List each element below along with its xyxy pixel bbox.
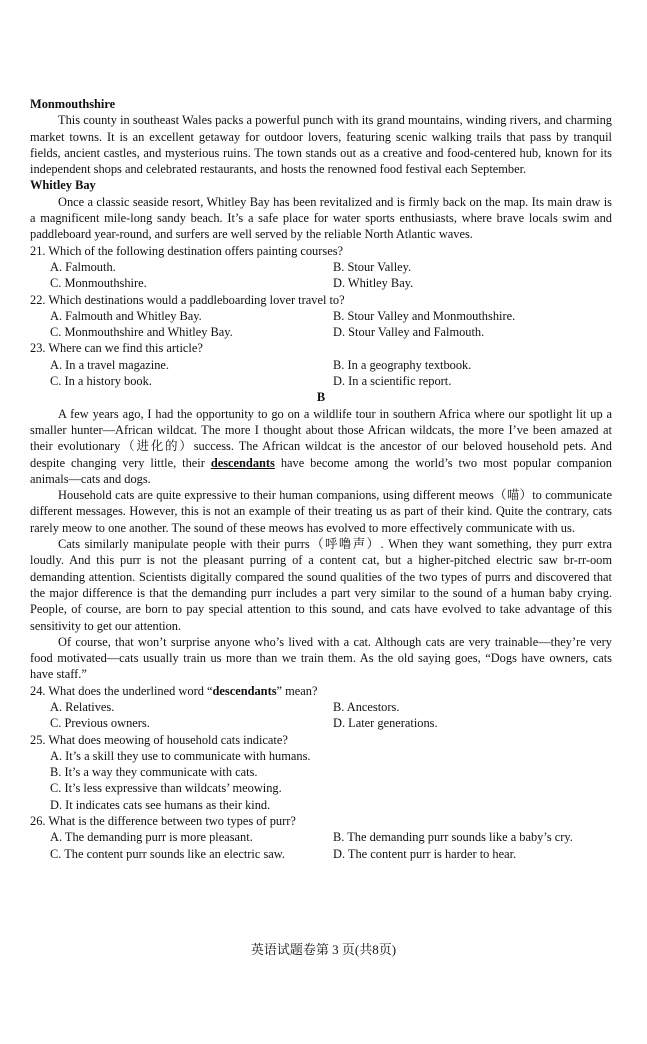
option-d: D. In a scientific report. bbox=[333, 374, 452, 389]
option-a: A. In a travel magazine. bbox=[50, 357, 170, 372]
option-d: D. Whitley Bay. bbox=[333, 276, 414, 291]
question-stem: 21. Which of the following destination offers painting courses? bbox=[30, 243, 344, 258]
options bbox=[30, 829, 612, 862]
question-stem bbox=[30, 683, 612, 699]
option-b: B. Ancestors. bbox=[333, 699, 400, 714]
option-a: A. Falmouth. bbox=[50, 259, 116, 274]
passage-b-paragraph-4: Of course, that won’t surprise anyone who’s lived with a cat. Although cats are very trainable—they’re very food motivated—cats usually train us more than we train them. As the old saying goes, “Dogs have owners, cats have staff.” bbox=[30, 634, 612, 682]
exam-page bbox=[30, 96, 612, 862]
option-b: B. Stour Valley. bbox=[333, 259, 412, 274]
stem-after: ” mean? bbox=[276, 683, 318, 698]
option-c: C. In a history book. bbox=[50, 374, 152, 389]
question-22 bbox=[30, 292, 612, 341]
option-a: A. It’s a skill they use to communicate with humans. bbox=[50, 748, 311, 763]
whitley-bay-heading: Whitley Bay bbox=[30, 178, 96, 193]
option-c: C. Monmouthshire. bbox=[50, 276, 147, 291]
option-b: B. It’s a way they communicate with cats. bbox=[50, 765, 258, 780]
option-c: C. The content purr sounds like an electric saw. bbox=[50, 846, 286, 861]
monmouthshire-paragraph: This county in southeast Wales packs a powerful punch with its grand mountains, winding rivers, and charming market towns. It is an excellent getaway for outdoor lovers, featuring scenic walking trails that pass by tranquil fields, ancient castles, and mysterious ruins. The town stands out as a creative and food-centered hub, known for its independent shops and celebrated restaurants, and hosts the renowned food festival each September. bbox=[30, 113, 612, 177]
section-b-label: B bbox=[316, 390, 326, 405]
passage-b-paragraph-1 bbox=[30, 406, 612, 487]
question-stem: 26. What is the difference between two types of purr? bbox=[30, 814, 296, 829]
question-26 bbox=[30, 813, 612, 862]
options bbox=[30, 308, 612, 341]
question-25 bbox=[30, 732, 612, 813]
underlined-keyword: descendants bbox=[210, 455, 275, 470]
option-b: B. Stour Valley and Monmouthshire. bbox=[333, 308, 516, 323]
p1-text-before: A few years ago, I had the opportunity to go on a wildlife tour in southern Africa where our spotlight lit up a smaller hunter—African wildcat. The more I thought about those African wildcats, the more I’ve been amazed at their evolutionary（进化的）success. The African wildcat is the ancestor of our beloved household pets. And despite changing very little, their bbox=[30, 406, 612, 470]
option-d: D. Later generations. bbox=[333, 716, 438, 731]
passage-b-paragraph-3: Cats similarly manipulate people with their purrs（呼噜声）. When they want something, they purr extra loudly. And this purr is not the pleasant purring of a content cat, but a higher-pitched electric saw br-rr-oom demanding attention. Scientists digitally compared the sound qualities of the two types of purrs and discovered that the major difference is that the demanding purr includes a part very similar to the sound of a human baby crying. People, of course, are born to pay special attention to this sound, and cats have evolved to take advantage of this sensitivity to get our attention. bbox=[30, 537, 612, 633]
option-b: B. The demanding purr sounds like a baby’s cry. bbox=[333, 830, 573, 845]
question-stem: 25. What does meowing of household cats indicate? bbox=[30, 732, 288, 747]
options bbox=[30, 748, 612, 813]
stem-keyword: descendants bbox=[212, 683, 277, 698]
option-a: A. Falmouth and Whitley Bay. bbox=[50, 308, 202, 323]
p1-text-after: have become among the world’s two most popular companion animals—cats and dogs. bbox=[30, 455, 612, 486]
question-24 bbox=[30, 683, 612, 732]
option-d: D. It indicates cats see humans as their kind. bbox=[50, 797, 271, 812]
option-c: C. Previous owners. bbox=[50, 716, 150, 731]
options bbox=[30, 699, 612, 732]
option-d: D. Stour Valley and Falmouth. bbox=[333, 325, 485, 340]
option-c: C. Monmouthshire and Whitley Bay. bbox=[50, 325, 233, 340]
option-a: A. The demanding purr is more pleasant. bbox=[50, 830, 253, 845]
option-c: C. It’s less expressive than wildcats’ meowing. bbox=[50, 781, 282, 796]
whitley-bay-paragraph: Once a classic seaside resort, Whitley Bay has been revitalized and is firmly back on the map. Its main draw is a magnificent mile-long sandy beach. It’s a safe place for water sports enthusiasts, where brave locals swim and paddleboard year-round, and surfers are well served by the reliable North Atlantic waves. bbox=[30, 194, 612, 242]
monmouthshire-heading: Monmouthshire bbox=[30, 97, 116, 111]
passage-b-paragraph-2: Household cats are quite expressive to their human companions, using different meows（喵）to communicate different messages. However, this is not an example of their treating us as part of their kind. Quite the contrary, cats rarely meow to one another. The sound of these meows has evolved to more effectively communicate with us. bbox=[30, 488, 612, 535]
question-21 bbox=[30, 243, 612, 292]
options bbox=[30, 357, 612, 390]
question-stem: 22. Which destinations would a paddleboarding lover travel to? bbox=[30, 292, 345, 307]
option-d: D. The content purr is harder to hear. bbox=[333, 846, 517, 861]
options bbox=[30, 259, 612, 292]
option-b: B. In a geography textbook. bbox=[333, 357, 472, 372]
stem-before: 24. What does the underlined word “ bbox=[30, 683, 213, 698]
option-a: A. Relatives. bbox=[50, 699, 115, 714]
question-23 bbox=[30, 340, 612, 389]
question-stem: 23. Where can we find this article? bbox=[30, 341, 203, 356]
page-footer: 英语试题卷第 3 页(共8页) bbox=[250, 942, 397, 957]
